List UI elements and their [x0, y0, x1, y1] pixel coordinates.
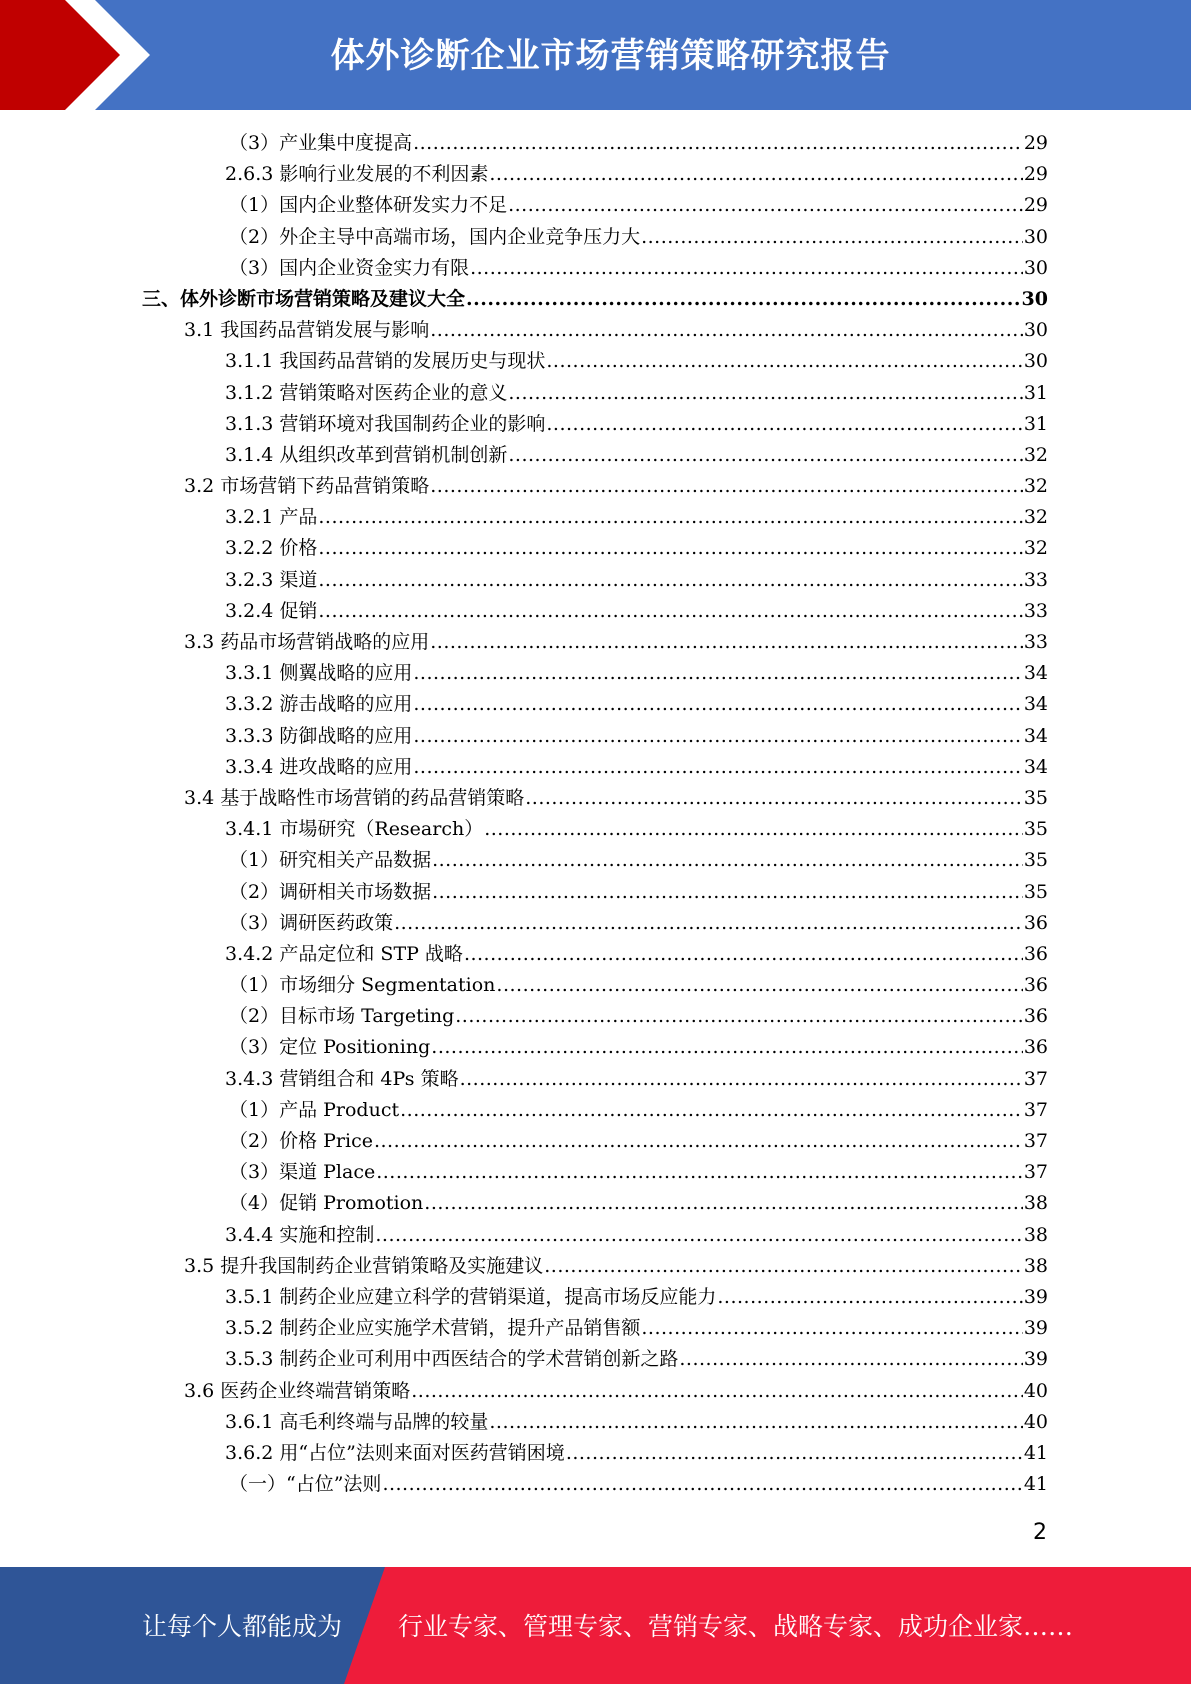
- toc-entry-page: 41: [1023, 1441, 1048, 1464]
- toc-entry-label: 3.4.3 营销组合和 4Ps 策略: [225, 1067, 459, 1090]
- toc-entry[interactable]: [0, 222, 1191, 253]
- toc-entry[interactable]: [0, 1407, 1191, 1438]
- toc-entry-page: 36: [1023, 1005, 1048, 1028]
- toc-entry-label: （1）研究相关产品数据: [229, 849, 432, 872]
- toc-entry[interactable]: [0, 1282, 1191, 1313]
- toc-entry-page: 40: [1023, 1379, 1048, 1402]
- toc-entry[interactable]: [0, 1376, 1191, 1407]
- toc-entry[interactable]: [0, 1157, 1191, 1188]
- toc-entry-label: 3.1.4 从组织改革到营销机制创新: [225, 443, 508, 466]
- toc-entry-page: 39: [1023, 1348, 1048, 1371]
- toc-entry[interactable]: [0, 440, 1191, 471]
- toc-entry-page: 36: [1023, 1036, 1048, 1059]
- toc-entry-page: 29: [1023, 163, 1048, 186]
- toc-entry[interactable]: [0, 1188, 1191, 1219]
- toc-entry-page: 38: [1023, 1192, 1048, 1215]
- toc-entry-label: 3.2.4 促销: [225, 599, 318, 622]
- toc-entry[interactable]: [0, 658, 1191, 689]
- toc-entry-label: 3.4 基于战略性市场营销的药品营销策略: [184, 786, 525, 809]
- toc-entry-page: 30: [1023, 225, 1048, 248]
- footer-slogan-left: 让每个人都能成为: [142, 1612, 343, 1641]
- toc-entry-page: 34: [1023, 693, 1048, 716]
- toc-entry-label: 3.5.2 制药企业应实施学术营销，提升产品销售额: [225, 1317, 641, 1340]
- toc-entry-label: 3.4.1 市場研究（Research）: [225, 818, 484, 841]
- toc-entry-page: 30: [1021, 287, 1048, 310]
- toc-entry-label: （2）目标市场 Targeting: [229, 1005, 455, 1028]
- toc-entry-label: 3.5.1 制药企业应建立科学的营销渠道，提高市场反应能力: [225, 1285, 717, 1308]
- toc-entry-page: 29: [1023, 194, 1048, 217]
- toc-leader-dots: [318, 502, 1022, 533]
- toc-leader-dots: [464, 939, 1023, 970]
- toc-entry[interactable]: [0, 346, 1191, 377]
- toc-entry[interactable]: [0, 190, 1191, 221]
- toc-leader-dots: [431, 1032, 1023, 1063]
- toc-entry[interactable]: [0, 1469, 1191, 1500]
- toc-entry[interactable]: [0, 877, 1191, 908]
- toc-entry[interactable]: [0, 284, 1191, 315]
- toc-entry[interactable]: [0, 1251, 1191, 1282]
- toc-entry-page: 31: [1023, 412, 1048, 435]
- toc-entry-page: 38: [1023, 1254, 1048, 1277]
- toc-leader-dots: [376, 1157, 1023, 1188]
- header-title: 体外诊断企业市场营销策略研究报告: [330, 36, 891, 76]
- toc-entry-label: 3.6.2 用“占位”法则来面对医药营销困境: [225, 1441, 565, 1464]
- toc-entry-label: （一）“占位”法则: [229, 1473, 382, 1496]
- toc-entry[interactable]: [0, 502, 1191, 533]
- toc-entry-page: 30: [1023, 350, 1048, 373]
- toc-leader-dots: [455, 1001, 1023, 1032]
- toc-entry-label: 3.6 医药企业终端营销策略: [184, 1379, 411, 1402]
- toc-entry-label: 3.2.1 产品: [225, 506, 318, 529]
- page-header: [0, 0, 1191, 110]
- toc-entry-page: 31: [1023, 381, 1048, 404]
- toc-entry-page: 30: [1023, 319, 1048, 342]
- toc-entry-page: 32: [1023, 537, 1048, 560]
- table-of-contents: [0, 128, 1191, 1500]
- toc-entry-label: 3.1 我国药品营销发展与影响: [184, 319, 430, 342]
- toc-entry[interactable]: [0, 814, 1191, 845]
- toc-entry-label: （3）产业集中度提高: [229, 132, 413, 154]
- toc-leader-dots: [717, 1282, 1022, 1313]
- toc-leader-dots: [413, 689, 1022, 720]
- toc-entry-page: 41: [1023, 1473, 1048, 1496]
- toc-entry[interactable]: [0, 409, 1191, 440]
- toc-leader-dots: [318, 596, 1022, 627]
- toc-leader-dots: [430, 471, 1023, 502]
- toc-entry-page: 37: [1023, 1130, 1048, 1152]
- toc-entry[interactable]: [0, 783, 1191, 814]
- toc-entry[interactable]: [0, 845, 1191, 876]
- toc-entry-page: 35: [1023, 786, 1048, 809]
- toc-leader-dots: [413, 721, 1022, 752]
- toc-entry-page: 34: [1023, 724, 1048, 747]
- toc-entry[interactable]: [0, 1438, 1191, 1469]
- toc-entry-page: 34: [1023, 755, 1048, 778]
- toc-entry-page: 38: [1023, 1223, 1048, 1246]
- toc-entry[interactable]: [0, 1220, 1191, 1251]
- toc-leader-dots: [641, 1313, 1022, 1344]
- toc-entry-label: 3.5 提升我国制药企业营销策略及实施建议: [184, 1254, 544, 1277]
- toc-entry-label: （4）促销 Promotion: [229, 1192, 424, 1215]
- toc-entry-page: 34: [1023, 662, 1048, 685]
- toc-entry-label: （3）渠道 Place: [229, 1161, 376, 1184]
- toc-entry-page: 29: [1023, 132, 1048, 154]
- toc-leader-dots: [496, 970, 1022, 1001]
- toc-leader-dots: [430, 315, 1023, 346]
- toc-entry[interactable]: [0, 1095, 1191, 1126]
- toc-leader-dots: [382, 1469, 1022, 1500]
- toc-entry-label: 3.2.3 渠道: [225, 568, 318, 591]
- toc-leader-dots: [460, 1064, 1023, 1095]
- toc-entry-page: 32: [1023, 475, 1048, 498]
- toc-entry-page: 40: [1023, 1410, 1048, 1433]
- toc-entry-label: 3.1.3 营销环境对我国制药企业的影响: [225, 412, 546, 435]
- toc-entry-page: 30: [1023, 256, 1048, 279]
- toc-leader-dots: [566, 1438, 1023, 1469]
- toc-entry[interactable]: [0, 1064, 1191, 1095]
- toc-entry[interactable]: [0, 596, 1191, 627]
- toc-entry-page: 36: [1023, 942, 1048, 965]
- toc-leader-dots: [400, 1095, 1023, 1126]
- toc-entry-label: 3.4.2 产品定位和 STP 战略: [225, 942, 463, 965]
- toc-leader-dots: [525, 783, 1023, 814]
- toc-entry-label: 3.1.2 营销策略对医药企业的意义: [225, 381, 508, 404]
- toc-entry-label: 3.1.1 我国药品营销的发展历史与现状: [225, 350, 546, 373]
- toc-entry[interactable]: [0, 378, 1191, 409]
- toc-leader-dots: [508, 190, 1023, 221]
- toc-entry[interactable]: [0, 1313, 1191, 1344]
- toc-entry-label: 3.4.4 实施和控制: [225, 1223, 375, 1246]
- toc-leader-dots: [484, 814, 1023, 845]
- toc-entry[interactable]: [0, 689, 1191, 720]
- toc-entry-page: 33: [1023, 631, 1048, 653]
- toc-leader-dots: [430, 627, 1023, 658]
- toc-entry-label: （2）价格 Price: [229, 1130, 373, 1152]
- toc-leader-dots: [413, 658, 1022, 689]
- toc-entry-page: 39: [1023, 1285, 1048, 1308]
- toc-entry[interactable]: [0, 721, 1191, 752]
- toc-leader-dots: [470, 253, 1023, 284]
- toc-leader-dots: [489, 159, 1022, 190]
- toc-entry[interactable]: [0, 565, 1191, 596]
- toc-entry[interactable]: [0, 1032, 1191, 1063]
- toc-entry-label: （2）调研相关市场数据: [229, 880, 432, 903]
- toc-entry-page: 36: [1023, 974, 1048, 997]
- toc-entry[interactable]: [0, 471, 1191, 502]
- footer-slogan-right: 行业专家、管理专家、营销专家、战略专家、成功企业家……: [398, 1612, 1074, 1641]
- toc-leader-dots: [424, 1188, 1023, 1219]
- toc-leader-dots: [546, 346, 1022, 377]
- toc-entry-label: （2）外企主导中高端市场，国内企业竞争压力大: [229, 225, 641, 248]
- toc-leader-dots: [413, 752, 1022, 783]
- toc-entry[interactable]: [0, 315, 1191, 346]
- toc-entry[interactable]: [0, 533, 1191, 564]
- toc-leader-dots: [318, 533, 1022, 564]
- toc-entry[interactable]: [0, 253, 1191, 284]
- toc-entry[interactable]: [0, 1344, 1191, 1375]
- toc-leader-dots: [318, 565, 1022, 596]
- toc-leader-dots: [641, 222, 1023, 253]
- toc-entry-label: （3）国内企业资金实力有限: [229, 256, 470, 279]
- toc-entry[interactable]: [0, 627, 1191, 658]
- toc-entry-page: 32: [1023, 443, 1048, 466]
- toc-leader-dots: [375, 1220, 1022, 1251]
- toc-entry[interactable]: [0, 908, 1191, 939]
- toc-leader-dots: [508, 440, 1022, 471]
- toc-leader-dots: [489, 1407, 1022, 1438]
- toc-leader-dots: [508, 378, 1022, 409]
- toc-entry-label: （3）定位 Positioning: [229, 1036, 431, 1059]
- toc-entry-page: 39: [1023, 1317, 1048, 1340]
- toc-entry-page: 32: [1023, 506, 1048, 529]
- toc-entry-label: （3）调研医药政策: [229, 911, 394, 934]
- toc-entry-page: 33: [1023, 568, 1048, 591]
- toc-entry[interactable]: [0, 752, 1191, 783]
- toc-entry[interactable]: [0, 159, 1191, 190]
- toc-leader-dots: [546, 409, 1022, 440]
- toc-entry-label: 3.3 药品市场营销战略的应用: [184, 631, 430, 653]
- toc-entry-label: 3.6.1 高毛利终端与品牌的较量: [225, 1410, 489, 1433]
- toc-entry-label: （1）国内企业整体研发实力不足: [229, 194, 508, 217]
- toc-entry-label: 2.6.3 影响行业发展的不利因素: [225, 163, 489, 186]
- toc-entry[interactable]: [0, 1001, 1191, 1032]
- toc-entry-page: 35: [1023, 880, 1048, 903]
- toc-leader-dots: [411, 1376, 1023, 1407]
- toc-entry-label: 3.5.3 制药企业可利用中西医结合的学术营销创新之路: [225, 1348, 679, 1371]
- toc-entry[interactable]: [0, 939, 1191, 970]
- toc-entry-label: 3.3.1 侧翼战略的应用: [225, 662, 413, 685]
- toc-entry-label: 3.3.3 防御战略的应用: [225, 724, 413, 747]
- toc-leader-dots: [544, 1251, 1023, 1282]
- toc-entry[interactable]: [0, 1126, 1191, 1157]
- toc-leader-dots: [432, 845, 1023, 876]
- toc-entry[interactable]: [0, 128, 1191, 159]
- toc-entry-page: 35: [1023, 849, 1048, 872]
- toc-entry-label: 3.3.2 游击战略的应用: [225, 693, 413, 716]
- toc-entry-page: 36: [1023, 911, 1048, 934]
- toc-entry-page: 37: [1023, 1067, 1048, 1090]
- toc-entry-page: 37: [1023, 1098, 1048, 1121]
- toc-entry-label: 3.3.4 进攻战略的应用: [225, 755, 413, 778]
- toc-entry-label: 三、体外诊断市场营销策略及建议大全: [142, 287, 466, 310]
- page-footer: [0, 1567, 1191, 1684]
- toc-entry-page: 33: [1023, 599, 1048, 622]
- toc-leader-dots: [679, 1344, 1022, 1375]
- toc-entry-label: （1）市场细分 Segmentation: [229, 974, 496, 997]
- toc-entry[interactable]: [0, 970, 1191, 1001]
- toc-leader-dots: [432, 877, 1023, 908]
- toc-entry-page: 37: [1023, 1161, 1048, 1184]
- toc-leader-dots: [466, 284, 1021, 315]
- toc-entry-label: 3.2.2 价格: [225, 537, 318, 560]
- toc-entry-page: 35: [1023, 818, 1048, 841]
- toc-entry-label: （1）产品 Product: [229, 1098, 400, 1121]
- toc-leader-dots: [413, 128, 1023, 159]
- toc-leader-dots: [374, 1126, 1023, 1157]
- page-number: 2: [1033, 1520, 1047, 1545]
- toc-leader-dots: [394, 908, 1023, 939]
- toc-entry-label: 3.2 市场营销下药品营销策略: [184, 475, 430, 498]
